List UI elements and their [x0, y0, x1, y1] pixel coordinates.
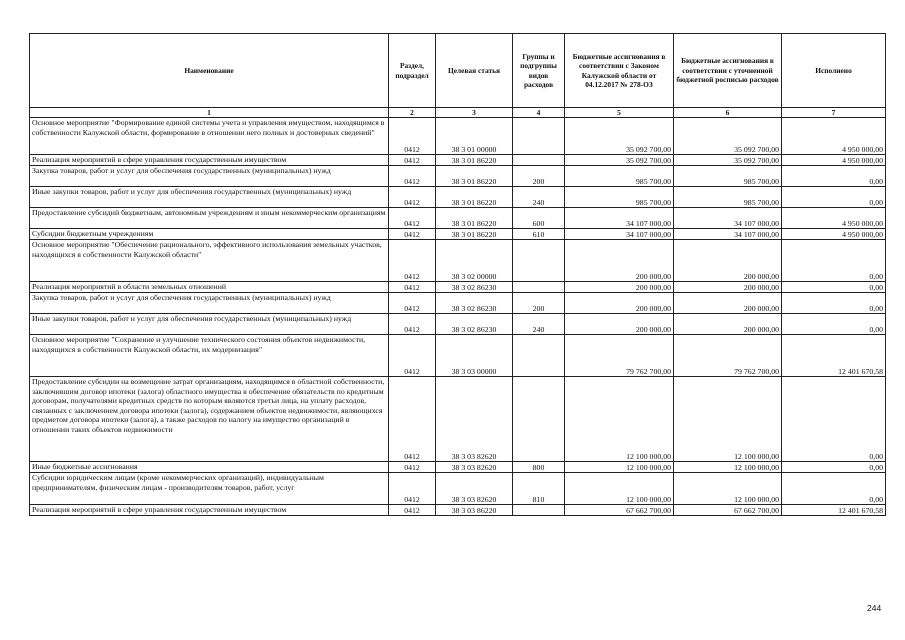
row-section: 0412: [389, 335, 436, 377]
table-row: [30, 166, 886, 187]
row-executed: 0,00: [782, 282, 886, 293]
row-name: Предоставление субсидий бюджетным, автономным учреждениям и иным некоммерческим организациям: [30, 208, 389, 229]
row-group: [513, 335, 565, 377]
row-target: 38 3 03 82620: [436, 377, 513, 462]
column-number: 3: [436, 108, 513, 118]
row-executed: 0,00: [782, 473, 886, 505]
table-row: [30, 229, 886, 240]
row-name: Реализация мероприятий в сфере управления государственным имуществом: [30, 505, 389, 516]
row-law-allocation: 200 000,00: [565, 293, 674, 314]
row-refined-allocation: 12 100 000,00: [674, 462, 782, 473]
row-section: 0412: [389, 118, 436, 155]
row-executed: 0,00: [782, 293, 886, 314]
row-name: Закупка товаров, работ и услуг для обеспечения государственных (муниципальных) нужд: [30, 166, 389, 187]
row-refined-allocation: 67 662 700,00: [674, 505, 782, 516]
row-section: 0412: [389, 282, 436, 293]
table-row: [30, 293, 886, 314]
table-row: [30, 505, 886, 516]
row-executed: 4 950 000,00: [782, 229, 886, 240]
row-law-allocation: 200 000,00: [565, 240, 674, 282]
row-group: [513, 240, 565, 282]
row-target: 38 3 03 82620: [436, 462, 513, 473]
header-law-allocation: Бюджетные ассигнования в соответствии с Законом Калужской области от 04.12.2017 № 278-ОЗ: [565, 34, 674, 108]
row-group: [513, 505, 565, 516]
row-group: [513, 282, 565, 293]
row-group: [513, 155, 565, 166]
row-target: 38 3 02 00000: [436, 240, 513, 282]
header-refined-allocation: Бюджетные ассигнования в соответствии с уточненной бюджетной росписью расходов: [674, 34, 782, 108]
row-section: 0412: [389, 314, 436, 335]
header-section: Раздел, подраздел: [389, 34, 436, 108]
table-row: [30, 462, 886, 473]
column-number: 1: [30, 108, 389, 118]
table-row: [30, 282, 886, 293]
row-law-allocation: 200 000,00: [565, 314, 674, 335]
row-target: 38 3 03 00000: [436, 335, 513, 377]
row-refined-allocation: 35 092 700,00: [674, 155, 782, 166]
row-name: Закупка товаров, работ и услуг для обеспечения государственных (муниципальных) нужд: [30, 293, 389, 314]
column-number: 4: [513, 108, 565, 118]
page-number: 244: [867, 603, 882, 613]
row-section: 0412: [389, 187, 436, 208]
header-row: [30, 34, 886, 108]
row-law-allocation: 12 100 000,00: [565, 462, 674, 473]
row-name: Реализация мероприятий в области земельных отношений: [30, 282, 389, 293]
row-section: 0412: [389, 462, 436, 473]
row-name: Иные закупки товаров, работ и услуг для обеспечения государственных (муниципальных) нужд: [30, 314, 389, 335]
row-refined-allocation: 200 000,00: [674, 314, 782, 335]
row-law-allocation: 35 092 700,00: [565, 118, 674, 155]
row-refined-allocation: 200 000,00: [674, 240, 782, 282]
row-law-allocation: 985 700,00: [565, 187, 674, 208]
row-executed: 0,00: [782, 462, 886, 473]
row-name: Реализация мероприятий в сфере управления государственным имуществом: [30, 155, 389, 166]
table-row: [30, 473, 886, 505]
row-refined-allocation: 200 000,00: [674, 282, 782, 293]
row-law-allocation: 200 000,00: [565, 282, 674, 293]
row-section: 0412: [389, 377, 436, 462]
row-group: 240: [513, 314, 565, 335]
table-row: [30, 377, 886, 462]
row-refined-allocation: 34 107 000,00: [674, 208, 782, 229]
row-target: 38 3 03 82620: [436, 473, 513, 505]
row-group: 800: [513, 462, 565, 473]
row-group: 810: [513, 473, 565, 505]
row-executed: 4 950 000,00: [782, 155, 886, 166]
row-section: 0412: [389, 155, 436, 166]
row-refined-allocation: 79 762 700,00: [674, 335, 782, 377]
row-section: 0412: [389, 473, 436, 505]
row-executed: 4 950 000,00: [782, 208, 886, 229]
row-target: 38 3 03 86220: [436, 505, 513, 516]
row-refined-allocation: 200 000,00: [674, 293, 782, 314]
row-refined-allocation: 35 092 700,00: [674, 118, 782, 155]
row-group: 200: [513, 166, 565, 187]
row-name: Иные бюджетные ассигнования: [30, 462, 389, 473]
row-law-allocation: 34 107 000,00: [565, 208, 674, 229]
row-target: 38 3 02 86230: [436, 282, 513, 293]
row-section: 0412: [389, 240, 436, 282]
header-name: Наименование: [30, 34, 389, 108]
row-name: Субсидии юридическим лицам (кроме некоммерческих организаций), индивидуальным предпринимателям, физическим лицам - производителям товаров, работ, услуг: [30, 473, 389, 505]
row-name: Основное мероприятие "Сохранение и улучшение технического состояния объектов недвижимости, находящихся в собственности Калужской области, их модернизация": [30, 335, 389, 377]
row-group: [513, 118, 565, 155]
row-executed: 0,00: [782, 314, 886, 335]
row-executed: 0,00: [782, 187, 886, 208]
row-target: 38 3 02 86230: [436, 293, 513, 314]
row-refined-allocation: 12 100 000,00: [674, 377, 782, 462]
row-refined-allocation: 985 700,00: [674, 187, 782, 208]
row-executed: 12 401 670,58: [782, 335, 886, 377]
row-target: 38 3 01 86220: [436, 208, 513, 229]
row-section: 0412: [389, 166, 436, 187]
row-executed: 12 401 670,58: [782, 505, 886, 516]
row-name: Предоставление субсидии на возмещение затрат организациям, находящимся в областной собственности, заключившим договор ипотеки (залога) областного имущества в обеспечение обязательств по кредитным договорам, получателями кредитных средств по которым являются третьи лица, на уплату расходов, связанных с заключением договора ипотеки (залога), содержанием объектов недвижимости, являющихся предметом договора ипотеки (залога), а также расходов по налогу на имущество организаций в отношении таких объектов недвижимости: [30, 377, 389, 462]
row-law-allocation: 12 100 000,00: [565, 473, 674, 505]
header-target: Целевая статья: [436, 34, 513, 108]
row-law-allocation: 35 092 700,00: [565, 155, 674, 166]
row-law-allocation: 79 762 700,00: [565, 335, 674, 377]
row-target: 38 3 01 86220: [436, 155, 513, 166]
budget-report-sheet: [29, 33, 885, 516]
header-group: Группы и подгруппы видов расходов: [513, 34, 565, 108]
table-row: [30, 208, 886, 229]
row-group: [513, 377, 565, 462]
row-name: Иные закупки товаров, работ и услуг для обеспечения государственных (муниципальных) нужд: [30, 187, 389, 208]
row-refined-allocation: 34 107 000,00: [674, 229, 782, 240]
column-number: 5: [565, 108, 674, 118]
row-executed: 0,00: [782, 240, 886, 282]
row-law-allocation: 34 107 000,00: [565, 229, 674, 240]
row-target: 38 3 02 86230: [436, 314, 513, 335]
column-number: 2: [389, 108, 436, 118]
row-section: 0412: [389, 293, 436, 314]
row-target: 38 3 01 00000: [436, 118, 513, 155]
row-section: 0412: [389, 505, 436, 516]
table-row: [30, 335, 886, 377]
row-law-allocation: 985 700,00: [565, 166, 674, 187]
header-executed: Исполнено: [782, 34, 886, 108]
row-name: Основное мероприятие "Формирование единой системы учета и управления имуществом, находящимся в собственности Калужской области, формирование в отношении него полных и достоверных сведений": [30, 118, 389, 155]
row-name: Субсидии бюджетным учреждениям: [30, 229, 389, 240]
column-number: 7: [782, 108, 886, 118]
row-refined-allocation: 12 100 000,00: [674, 473, 782, 505]
table-row: [30, 187, 886, 208]
budget-table: [29, 33, 886, 516]
row-group: 600: [513, 208, 565, 229]
row-group: 240: [513, 187, 565, 208]
row-executed: 4 950 000,00: [782, 118, 886, 155]
table-row: [30, 240, 886, 282]
row-section: 0412: [389, 208, 436, 229]
row-target: 38 3 01 86220: [436, 229, 513, 240]
row-section: 0412: [389, 229, 436, 240]
row-group: 200: [513, 293, 565, 314]
table-row: [30, 314, 886, 335]
row-target: 38 3 01 86220: [436, 166, 513, 187]
row-group: 610: [513, 229, 565, 240]
row-name: Основное мероприятие "Обеспечение рационального, эффективного использования земельных участков, находящихся в собственности Калужской области": [30, 240, 389, 282]
row-law-allocation: 12 100 000,00: [565, 377, 674, 462]
table-row: [30, 155, 886, 166]
row-law-allocation: 67 662 700,00: [565, 505, 674, 516]
column-number: 6: [674, 108, 782, 118]
table-row: [30, 118, 886, 155]
row-target: 38 3 01 86220: [436, 187, 513, 208]
row-refined-allocation: 985 700,00: [674, 166, 782, 187]
row-executed: 0,00: [782, 377, 886, 462]
column-number-row: [30, 108, 886, 118]
row-executed: 0,00: [782, 166, 886, 187]
